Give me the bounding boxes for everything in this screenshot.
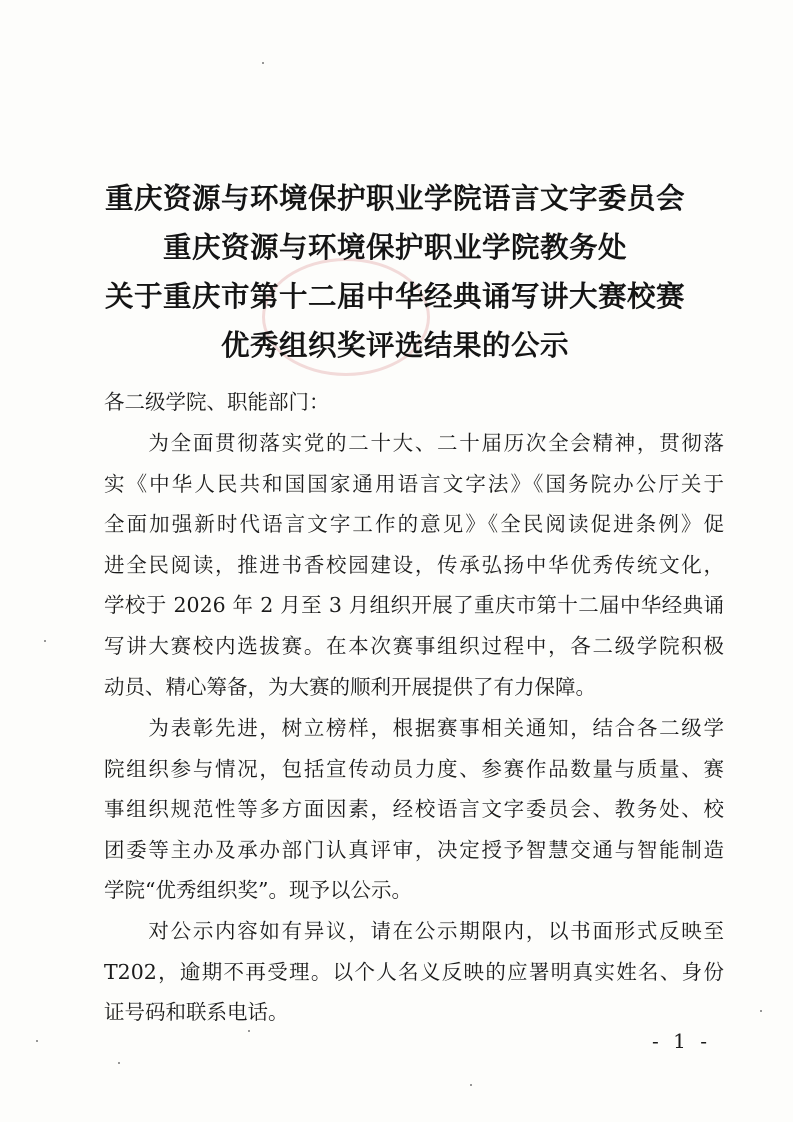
paragraph-line: 为表彰先进，树立榜样，根据赛事相关通知，结合各二级学 bbox=[104, 716, 724, 740]
scan-speck bbox=[44, 640, 46, 642]
paragraph-3 bbox=[104, 911, 724, 1033]
paragraph-line: 实《中华人民共和国国家通用语言文字法》《国务院办公厅关于 bbox=[104, 471, 724, 496]
paragraph-line: 进全民阅读，推进书香校园建设，传承弘扬中华优秀传统文化， bbox=[104, 552, 724, 577]
scan-speck bbox=[118, 1062, 120, 1064]
scan-speck bbox=[760, 1010, 762, 1012]
title-line-1: 重庆资源与环境保护职业学院语言文字委员会 bbox=[104, 181, 685, 215]
paragraph-line: 全面加强新时代语言文字工作的意见》《全民阅读促进条例》促 bbox=[104, 512, 724, 537]
scan-speck bbox=[262, 62, 264, 64]
paragraph-line: 学校于 2026 年 2 月至 3 月组织开展了重庆市第十二届中华经典诵 bbox=[104, 593, 724, 618]
paragraph-line: 学院“优秀组织奖”。现予以公示。 bbox=[104, 878, 412, 903]
page-number: - 1 - bbox=[652, 1029, 711, 1053]
scan-speck bbox=[248, 1030, 250, 1032]
scan-speck bbox=[36, 1040, 38, 1042]
paragraph-2 bbox=[104, 708, 724, 911]
scan-speck bbox=[470, 1084, 472, 1086]
paragraph-line: 团委等主办及承办部门认真评审，决定授予智慧交通与智能制造 bbox=[104, 837, 724, 862]
document-title bbox=[70, 174, 720, 370]
paragraph-1 bbox=[104, 423, 724, 707]
paragraph-line: 为全面贯彻落实党的二十大、二十届历次全会精神，贯彻落 bbox=[104, 431, 724, 455]
paragraph-line: 证号码和联系电话。 bbox=[104, 1000, 289, 1025]
salutation: 各二级学院、职能部门： bbox=[104, 390, 330, 414]
title-line-4: 优秀组织奖评选结果的公示 bbox=[220, 328, 569, 362]
paragraph-line: 对公示内容如有异议，请在公示期限内，以书面形式反映至 bbox=[104, 919, 724, 943]
paragraph-line: 院组织参与情况，包括宣传动员力度、参赛作品数量与质量、赛 bbox=[104, 756, 724, 781]
paragraph-line: T202，逾期不再受理。以个人名义反映的应署明真实姓名、身份 bbox=[104, 959, 724, 984]
paragraph-line: 事组织规范性等多方面因素，经校语言文字委员会、教务处、校 bbox=[104, 797, 724, 822]
title-line-2: 重庆资源与环境保护职业学院教务处 bbox=[162, 230, 627, 264]
paragraph-line: 写讲大赛校内选拔赛。在本次赛事组织过程中，各二级学院积极 bbox=[104, 633, 724, 658]
title-line-3: 关于重庆市第十二届中华经典诵写讲大赛校赛 bbox=[104, 279, 685, 313]
paragraph-line: 动员、精心筹备，为大赛的顺利开展提供了有力保障。 bbox=[104, 674, 596, 699]
